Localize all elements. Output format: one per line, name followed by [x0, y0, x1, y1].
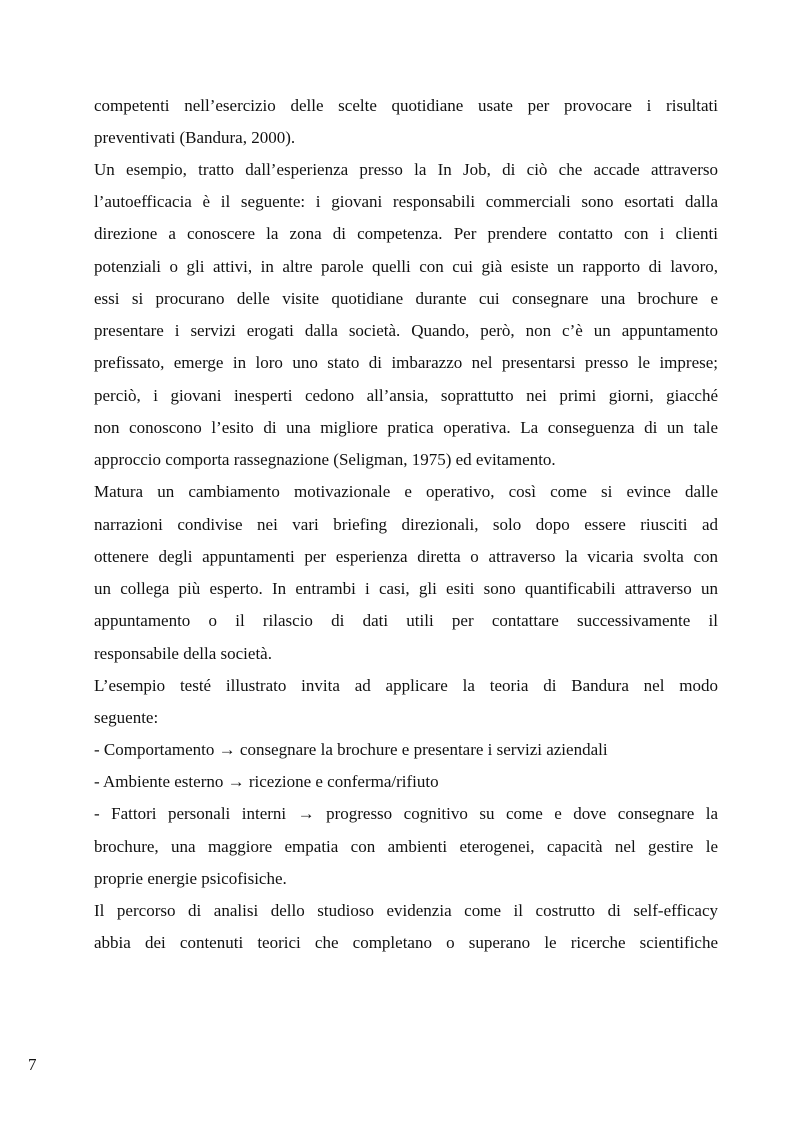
- text-line: non conoscono l’esito di una migliore pratica operativa. La conseguenza di un tale: [94, 418, 718, 437]
- text-line: proprie energie psicofisiche.: [94, 869, 287, 888]
- text-line: prefissato, emerge in loro uno stato di imbarazzo nel presentarsi presso le imprese;: [94, 353, 718, 372]
- text-line: perciò, i giovani inesperti cedono all’ansia, soprattutto nei primi giorni, giacché: [94, 386, 718, 405]
- text-line: approccio comporta rassegnazione (Seligman, 1975) ed evitamento.: [94, 450, 556, 469]
- text-line: ottenere degli appuntamenti per esperienza diretta o attraverso la vicaria svolta con: [94, 547, 718, 566]
- text-line: - Ambiente esterno → ricezione e conferma/rifiuto: [94, 772, 439, 791]
- page-number: 7: [28, 1055, 37, 1074]
- text-line: preventivati (Bandura, 2000).: [94, 128, 296, 147]
- text-line: direzione a conoscere la zona di competenza. Per prendere contatto con i clienti: [94, 224, 718, 243]
- text-line: Un esempio, tratto dall’esperienza presso la In Job, di ciò che accade attraverso: [94, 160, 718, 179]
- text-line: competenti nell’esercizio delle scelte quotidiane usate per provocare i risultati: [94, 96, 718, 115]
- text-line: Matura un cambiamento motivazionale e operativo, così come si evince dalle: [94, 482, 718, 501]
- text-line: essi si procurano delle visite quotidiane durante cui consegnare una brochure e: [94, 289, 718, 308]
- text-line: - Fattori personali interni → progresso cognitivo su come e dove consegnare la: [94, 804, 718, 823]
- text-line: Il percorso di analisi dello studioso evidenzia come il costrutto di self-efficacy: [94, 901, 718, 920]
- text-line: narrazioni condivise nei vari briefing direzionali, solo dopo essere riusciti ad: [94, 515, 718, 534]
- text-line: responsabile della società.: [94, 644, 272, 663]
- text-line: - Comportamento → consegnare la brochure e presentare i servizi aziendali: [94, 740, 608, 759]
- text-line: abbia dei contenuti teorici che completano o superano le ricerche scientifiche: [94, 933, 718, 952]
- text-line: L’esempio testé illustrato invita ad applicare la teoria di Bandura nel modo: [94, 676, 718, 695]
- text-line: potenziali o gli attivi, in altre parole quelli con cui già esiste un rapporto di lavoro,: [94, 257, 718, 276]
- text-line: un collega più esperto. In entrambi i casi, gli esiti sono quantificabili attraverso un: [94, 579, 718, 598]
- text-line: appuntamento o il rilascio di dati utili per contattare successivamente il: [94, 611, 718, 630]
- text-line: brochure, una maggiore empatia con ambienti eterogenei, capacità nel gestire le: [94, 837, 718, 856]
- text-line: seguente:: [94, 708, 159, 727]
- text-line: l’autoefficacia è il seguente: i giovani responsabili commerciali sono esortati dalla: [94, 192, 718, 211]
- text-line: presentare i servizi erogati dalla società. Quando, però, non c’è un appuntamento: [94, 321, 718, 340]
